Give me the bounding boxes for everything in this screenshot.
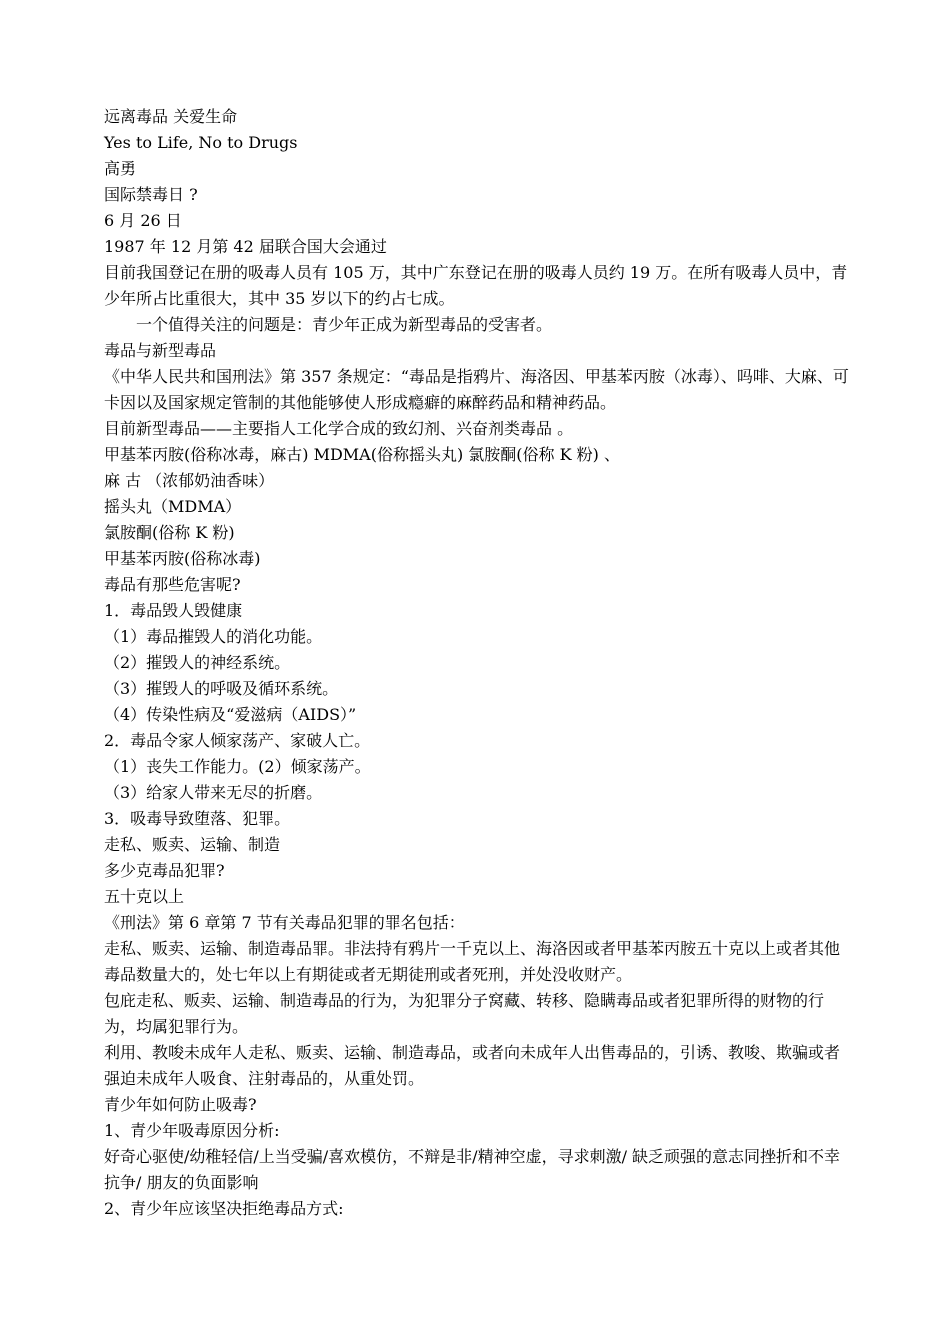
question-drug-day: 国际禁毒日 ? — [104, 185, 198, 204]
list-item: 甲基苯丙胺(俗称冰毒) — [104, 549, 261, 568]
crime-types: 走私、贩卖、运输、制造 — [104, 835, 281, 854]
list-item: （1）丧失工作能力。(2）倾家荡产。 — [104, 757, 371, 776]
reason-paragraph: 好奇心驱使/幼稚轻信/上当受骗/喜欢模仿，不辩是非/精神空虚，寻求刺激/ 缺乏顽强的意志同挫折和不幸抗争/ 朋友的负面影响 — [104, 1147, 841, 1192]
law-paragraph-1: 走私、贩卖、运输、制造毒品罪。非法持有鸦片一千克以上、海洛因或者甲基苯丙胺五十克以上或者其他毒品数量大的，处七年以上有期徒或者无期徒刑或者死刑，并处没收财产。 — [104, 939, 841, 984]
statistics-paragraph: 目前我国登记在册的吸毒人员有 105 万，其中广东登记在册的吸毒人员约 19 万。在所有吸毒人员中，青少年所占比重很大，其中 35 岁以下的约占七成。 — [104, 263, 848, 308]
list-item: 摇头丸（MDMA） — [104, 497, 242, 516]
law-chapter-heading: 《刑法》第 6 章第 7 节有关毒品犯罪的罪名包括： — [104, 913, 465, 932]
list-item: 麻 古 （浓郁奶油香味） — [104, 471, 275, 490]
list-item: （3）摧毁人的呼吸及循环系统。 — [104, 679, 339, 698]
reason-heading: 1、青少年吸毒原因分析: — [104, 1121, 280, 1140]
author-name: 高勇 — [104, 159, 137, 178]
grams-answer: 五十克以上 — [104, 887, 185, 906]
question-harms: 毒品有那些危害呢? — [104, 575, 241, 594]
concern-paragraph: 一个值得关注的问题是：青少年正成为新型毒品的受害者。 — [136, 315, 553, 334]
question-grams: 多少克毒品犯罪? — [104, 861, 225, 880]
list-item: （4）传染性病及“爱滋病（AIDS）” — [104, 705, 357, 724]
list-item: （1）毒品摧毁人的消化功能。 — [104, 627, 323, 646]
law-paragraph-2: 包庇走私、贩卖、运输、制造毒品的行为，为犯罪分子窝藏、转移、隐瞒毒品或者犯罪所得的财物的行为，均属犯罪行为。 — [104, 991, 825, 1036]
criminal-law-357-paragraph: 《中华人民共和国刑法》第 357 条规定：“毒品是指鸦片、海洛因、甲基苯丙胺（冰毒）、吗啡、大麻、可卡因以及国家规定管制的其他能够使人形成瘾癖的麻醉药品和精神药品。 — [104, 367, 849, 412]
drug-day-date: 6 月 26 日 — [104, 211, 182, 230]
harm-heading-2: 2．毒品令家人倾家荡产、家破人亡。 — [104, 731, 371, 750]
established-note: 1987 年 12 月第 42 届联合国大会通过 — [104, 237, 387, 256]
new-drugs-definition: 目前新型毒品——主要指人工化学合成的致幻剂、兴奋剂类毒品 。 — [104, 419, 574, 438]
harm-heading-1: 1．毒品毁人毁健康 — [104, 601, 243, 620]
refuse-heading: 2、青少年应该坚决拒绝毒品方式: — [104, 1199, 344, 1218]
document-body — [104, 104, 849, 1222]
new-drugs-list: 甲基苯丙胺(俗称冰毒，麻古) MDMA(俗称摇头丸) 氯胺酮(俗称 K 粉) 、 — [104, 445, 620, 464]
question-prevention: 青少年如何防止吸毒? — [104, 1095, 257, 1114]
harm-heading-3: 3．吸毒导致堕落、犯罪。 — [104, 809, 291, 828]
list-item: 氯胺酮(俗称 K 粉) — [104, 523, 235, 542]
law-paragraph-3: 利用、教唆未成年人走私、贩卖、运输、制造毒品，或者向未成年人出售毒品的，引诱、教唆、欺骗或者强迫未成年人吸食、注射毒品的，从重处罚。 — [104, 1043, 841, 1088]
list-item: （3）给家人带来无尽的折磨。 — [104, 783, 323, 802]
list-item: （2）摧毁人的神经系统。 — [104, 653, 291, 672]
section-heading-drugs: 毒品与新型毒品 — [104, 341, 217, 360]
document-title: 远离毒品 关爱生命 — [104, 107, 238, 126]
document-subtitle: Yes to Life, No to Drugs — [104, 133, 298, 152]
